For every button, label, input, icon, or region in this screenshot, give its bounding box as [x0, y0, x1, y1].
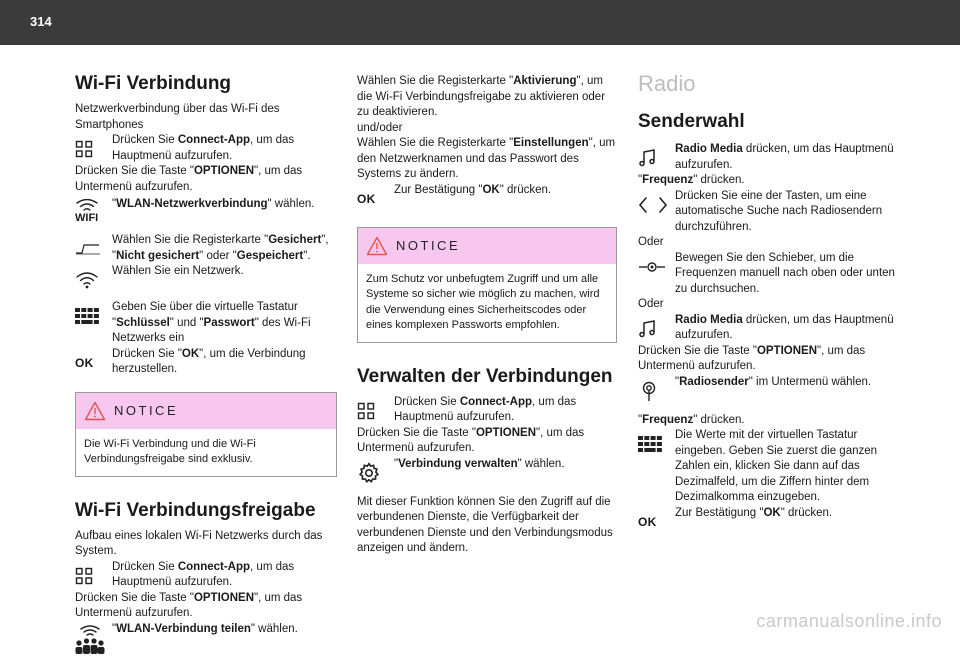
wifi-icon	[75, 199, 112, 229]
manage-description: Mit dieser Funktion können Sie den Zugriff auf die verbundenen Dienste, die Verfügbarkeit der verbundenen Dienste und den Verbindungsmodus anzeigen und ändern.	[357, 495, 613, 554]
radio-step-media: Radio Media drücken, um das Hauptmenü aufzurufen.	[638, 142, 903, 173]
apps-grid-icon	[75, 135, 112, 163]
notice-body: Die Wi-Fi Verbindung und die Wi-Fi Verbindungsfreigabe sind exklusiv.	[84, 437, 256, 465]
ok-icon: OK	[357, 191, 376, 206]
or-2: Oder	[638, 298, 664, 310]
wifi-share-icon	[75, 624, 112, 658]
notice-box	[75, 392, 337, 477]
warning-triangle-icon	[366, 236, 388, 261]
radio-step-frequency-2: "Frequenz" drücken.	[638, 413, 745, 426]
keyboard-icon	[638, 430, 675, 458]
or-1: Oder	[638, 236, 664, 248]
wifi-intro: Netzwerkverbindung über das Wi-Fi des Smartphones	[75, 103, 280, 131]
gear-icon	[357, 459, 394, 487]
notice-body: Zum Schutz vor unbefugtem Zugriff und um alle Systeme so sicher wie möglich zu machen, wird die Verwendung eines Sicherheitscodes oder eines komplexen Passworts empfohlen.	[366, 272, 600, 331]
radio-step-auto-search: Drücken Sie eine der Tasten, um eine automatische Suche nach Radiosendern durchzuführen.	[638, 189, 903, 236]
manage-step-options: Drücken Sie die Taste "OPTIONEN", um das Untermenü aufzurufen.	[357, 426, 585, 454]
music-note-icon	[638, 315, 675, 343]
chevron-arrows-icon	[638, 191, 675, 219]
notice-title: NOTICE	[396, 237, 461, 253]
radio-step-keyboard: Die Werte mit der virtuellen Tastatur eingeben. Geben Sie zuerst die ganzen Zahlen ein, klicken Sie dann auf das Dezimalfeld, um die Ziffern hinter dem Dezimalkomma einzugeben.	[638, 428, 903, 506]
column-2	[357, 74, 617, 557]
settings-step: Wählen Sie die Registerkarte "Einstellungen", um den Netzwerknamen und das Passwort des Systems zu ändern.	[357, 137, 616, 180]
wifi-icon	[75, 266, 112, 294]
column-3	[638, 72, 903, 536]
wifi-connection-heading: Wi-Fi Verbindung	[75, 73, 232, 94]
confirm-ok-step: OK Zur Bestätigung "OK" drücken.	[357, 183, 617, 213]
keyboard-icon	[75, 302, 112, 330]
step-connect-app: Drücken Sie Connect-App, um das Hauptmenü aufzurufen.	[75, 133, 337, 164]
watermark: carmanualsonline.info	[756, 611, 942, 631]
music-note-icon	[638, 144, 675, 172]
tab-icon	[75, 235, 112, 263]
radio-step-ok: OK Zur Bestätigung "OK" drücken.	[638, 506, 903, 536]
page-header-bar	[0, 0, 960, 45]
radio-step-media-2: Radio Media drücken, um das Hauptmenü aufzurufen.	[638, 313, 903, 344]
warning-triangle-icon	[84, 401, 106, 426]
radio-step-options: Drücken Sie die Taste "OPTIONEN", um das Untermenü aufzurufen.	[638, 344, 866, 372]
share-step-connect-app: Drücken Sie Connect-App, um das Hauptmenü aufzurufen.	[75, 560, 337, 591]
radio-heading: Radio	[638, 71, 696, 96]
radio-step-slider: Bewegen Sie den Schieber, um die Frequenzen manuell nach oben oder unten zu durchsuchen.	[638, 251, 903, 298]
step-select-tab: Wählen Sie die Registerkarte "Gesichert", "Nicht gesichert" oder "Gespeichert".	[75, 233, 337, 264]
share-step-wlan-share: "WLAN-Verbindung teilen" wählen.	[75, 622, 337, 658]
radio-step-stations: "Radiosender" im Untermenü wählen.	[638, 375, 903, 405]
manage-step-select: "Verbindung verwalten" wählen.	[357, 457, 617, 487]
ok-icon: OK	[75, 355, 94, 370]
wifi-icon-label: WIFI	[75, 212, 99, 224]
activation-step: Wählen Sie die Registerkarte "Aktivierung", um die Wi-Fi Verbindungsfreigabe zu aktivieren oder zu deaktivieren.	[357, 75, 606, 118]
column-1	[75, 72, 337, 658]
page-number: 314	[30, 14, 52, 29]
manage-connections-heading: Verwalten der Verbindungen	[357, 365, 613, 387]
wifi-share-heading: Wi-Fi Verbindungsfreigabe	[75, 499, 316, 521]
apps-grid-icon	[75, 562, 112, 590]
radio-step-frequency: "Frequenz" drücken.	[638, 174, 745, 186]
step-ok-connect: OK Drücken Sie "OK", um die Verbindung herzustellen.	[75, 347, 306, 375]
and-or: und/oder	[357, 121, 403, 134]
step-select-network: Wählen Sie ein Netzwerk.	[75, 264, 337, 294]
notice-box	[357, 227, 617, 343]
station-selection-heading: Senderwahl	[638, 111, 745, 132]
share-step-options: Drücken Sie die Taste "OPTIONEN", um das Untermenü aufzurufen.	[75, 591, 303, 619]
ok-icon: OK	[638, 514, 657, 529]
step-options: Drücken Sie die Taste "OPTIONEN", um das Untermenü aufzurufen.	[75, 165, 303, 193]
apps-grid-icon	[357, 397, 394, 425]
wifi-share-intro: Aufbau eines lokalen Wi-Fi Netzwerks durch das System.	[75, 529, 323, 557]
radio-antenna-icon	[638, 377, 675, 405]
step-virtual-keyboard: Geben Sie über die virtuelle Tastatur "Schlüssel" und "Passwort" des Wi-Fi Netzwerks ein	[75, 300, 337, 347]
notice-title: NOTICE	[114, 402, 179, 418]
step-wlan-connection: WIFI "WLAN-Netzwerkverbindung" wählen.	[75, 197, 337, 229]
slider-icon	[638, 253, 675, 281]
manage-step-connect-app: Drücken Sie Connect-App, um das Hauptmenü aufzurufen.	[357, 395, 617, 426]
